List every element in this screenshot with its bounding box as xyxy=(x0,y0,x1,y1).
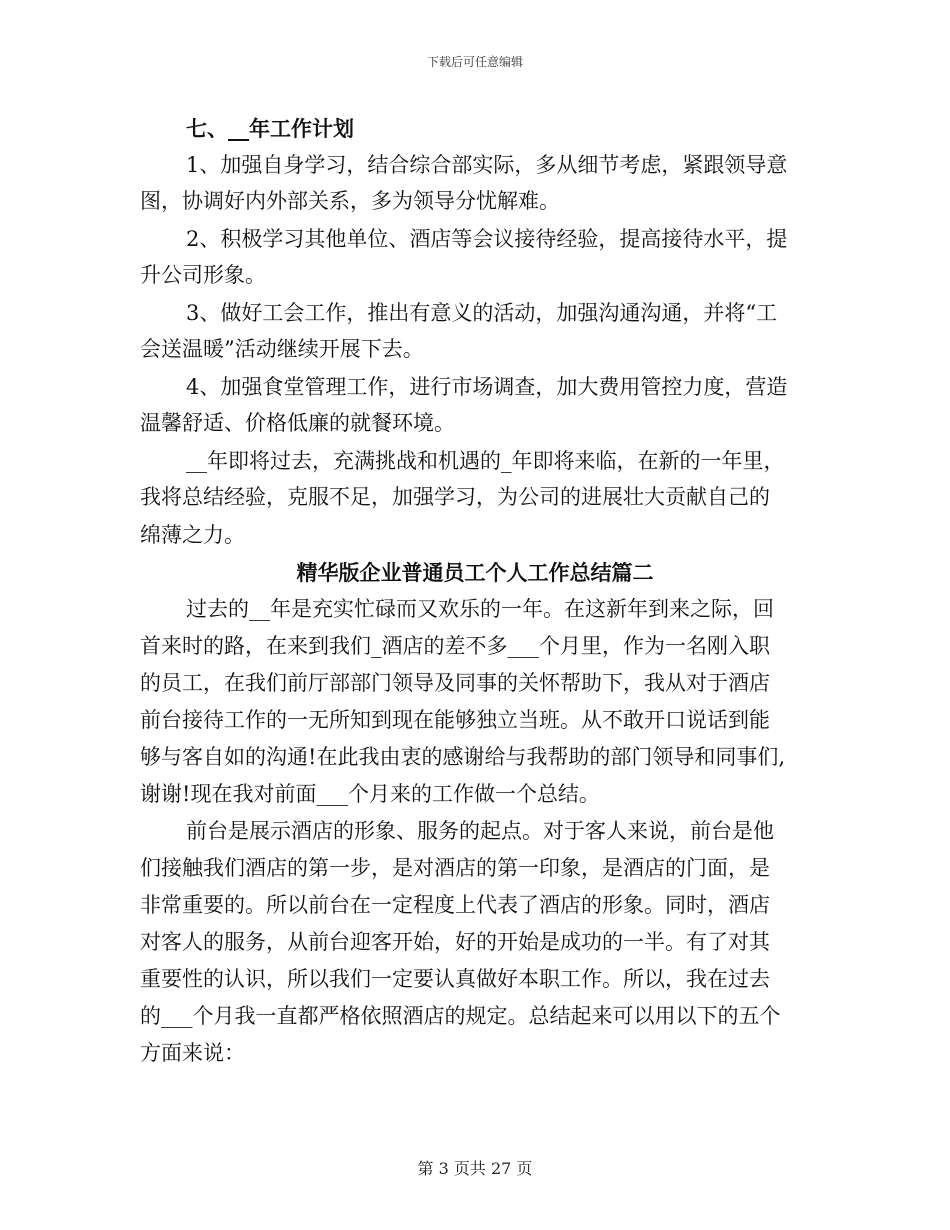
plan-line: 绵薄之力。 xyxy=(140,523,245,547)
article-line: 前台接待工作的一无所知到现在能够独立当班。从不敢开口说话到能 xyxy=(140,708,770,732)
plan-line: 温馨舒适、价格低廉的就餐环境。 xyxy=(140,411,455,435)
article-line: 过去的__年是充实忙碌而又欢乐的一年。在这新年到来之际，回 xyxy=(186,597,774,621)
header-note: 下载后可任意编辑 xyxy=(426,55,523,69)
article-line: 重要性的认识，所以我们一定要认真做好本职工作。所以，我在过去 xyxy=(140,967,770,991)
article-line: 的___个月我一直都严格依照酒店的规定。总结起来可以用以下的五个 xyxy=(140,1004,781,1028)
plan-line: 我将总结经验，克服不足，加强学习，为公司的进展壮大贡献自己的 xyxy=(140,485,770,509)
article-line: 非常重要的。所以前台在一定程度上代表了酒店的形象。同时，酒店 xyxy=(140,893,770,917)
plan-line: 3、做好工会工作，推出有意义的活动，加强沟通沟通，并将“工 xyxy=(186,301,778,325)
article-line: 前台是展示酒店的形象、服务的起点。对于客人来说，前台是他 xyxy=(186,819,774,843)
article-line: 的员工，在我们前厅部部门领导及同事的关怀帮助下，我从对于酒店 xyxy=(140,671,770,695)
article-line: 够与客自如的沟通!在此我由衷的感谢给与我帮助的部门领导和同事们, xyxy=(140,745,786,769)
article-title: 精华版企业普通员工个人工作总结篇二 xyxy=(296,560,654,585)
article-line: 方面来说： xyxy=(140,1041,245,1065)
article-line: 首来时的路，在来到我们_酒店的差不多___个月里，作为一名刚入职 xyxy=(140,634,770,658)
article-line: 们接触我们酒店的第一步，是对酒店的第一印象，是酒店的门面，是 xyxy=(140,856,770,880)
section-heading: 七、__年工作计划 xyxy=(186,116,354,141)
plan-line: 2、积极学习其他单位、酒店等会议接待经验，提高接待水平，提 xyxy=(186,227,788,251)
plan-line: __年即将过去，充满挑战和机遇的_年即将来临，在新的一年里， xyxy=(186,449,785,473)
article-line: 谢谢!现在我对前面___个月来的工作做一个总结。 xyxy=(140,782,600,806)
plan-line: 会送温暖”活动继续开展下去。 xyxy=(140,337,424,361)
plan-line: 4、加强食堂管理工作，进行市场调查，加大费用管控力度，营造 xyxy=(186,375,788,399)
page-footer: 第 3 页共 27 页 xyxy=(417,1159,533,1178)
article-line: 对客人的服务，从前台迎客开始，好的开始是成功的一半。有了对其 xyxy=(140,930,770,954)
plan-line: 升公司形象。 xyxy=(140,263,266,287)
plan-line: 1、加强自身学习，结合综合部实际，多从细节考虑，紧跟领导意 xyxy=(186,153,788,177)
plan-line: 图，协调好内外部关系，多为领导分忧解难。 xyxy=(140,189,560,213)
